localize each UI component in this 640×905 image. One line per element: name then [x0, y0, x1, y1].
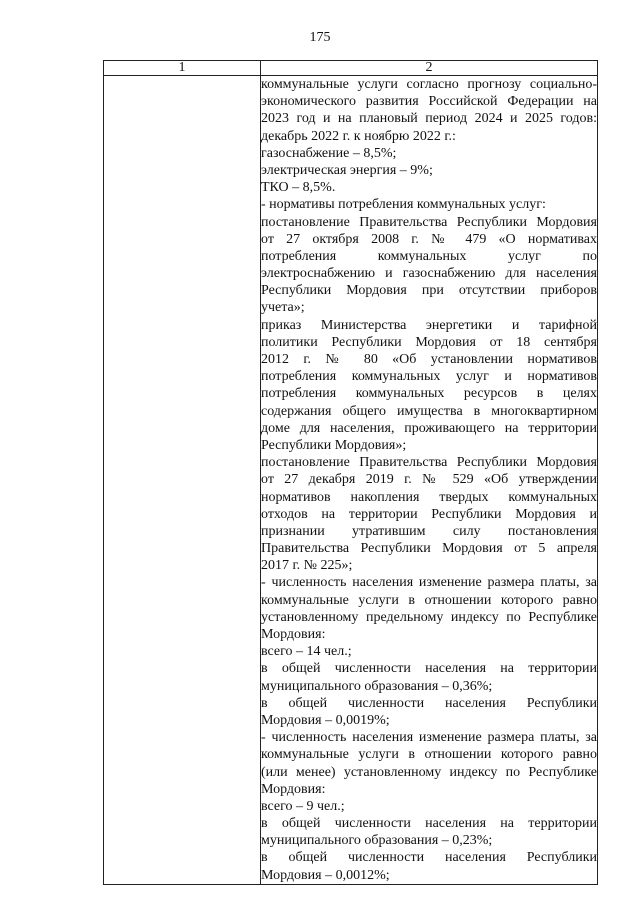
column-2-cell [261, 76, 598, 885]
text-line: Правительства Республики Мордовия от 5 апреля [261, 541, 597, 557]
text-lines [261, 76, 597, 884]
page-number: 175 [309, 30, 331, 45]
text-line: в общей численности населения на территории [261, 816, 597, 832]
text-line: муниципального образования – 0,23%; [261, 833, 493, 849]
text-line: в общей численности населения Республики [261, 850, 597, 866]
text-line: содержания общего имущества в многоквартирном [261, 403, 597, 419]
text-line: от 27 декабря 2019 г. № 529 «Об утверждении [261, 472, 597, 488]
text-line: приказ Министерства энергетики и тарифной [261, 317, 597, 333]
text-line: - нормативы потребления коммунальных услуг: [261, 197, 546, 213]
text-line: экономического развития Российской Федерации на [261, 94, 597, 110]
text-line: электроснабжению и газоснабжению для населения [261, 266, 597, 282]
text-line: потребления коммунальных услуг по [261, 248, 597, 264]
text-line: постановление Правительства Республики Мордовия [261, 214, 597, 230]
text-line: Республики Мордовия»; [261, 437, 407, 453]
text-line: 2017 г. № 225»; [261, 558, 353, 574]
text-line: потребления коммунальных услуг и нормативов [261, 369, 597, 385]
text-line: коммунальные услуги в отношении которого равно [261, 747, 597, 763]
text-line: газоснабжение – 8,5%; [261, 145, 397, 161]
text-line: Мордовия: [261, 781, 326, 797]
text-line: электрическая энергия – 9%; [261, 162, 433, 178]
text-line: доме для населения, проживающего на территории [261, 420, 597, 436]
text-line: политики Республики Мордовия от 18 сентября [261, 334, 597, 350]
text-line: в общей численности населения на территории [261, 661, 597, 677]
text-line: - численность населения изменение размера платы, за [261, 730, 597, 746]
column-1-cell [104, 76, 261, 885]
text-line: признании утратившим силу постановления [261, 523, 597, 539]
column-1-header: 1 [104, 61, 261, 76]
text-line: коммунальные услуги в отношении которого равно [261, 592, 597, 608]
text-line: 2012 г. № 80 «Об установлении нормативов [261, 352, 597, 367]
text-line: Мордовия – 0,0012%; [261, 867, 390, 883]
text-line: учета»; [261, 300, 305, 316]
text-line: декабрь 2022 г. к ноябрю 2022 г.: [261, 128, 456, 144]
text-line: отходов на территории Республики Мордовия и [261, 506, 597, 522]
text-line: установленному предельному индексу по Республике [261, 609, 597, 625]
table-header-row [104, 61, 598, 76]
text-line: Республики Мордовия при отсутствии приборов [261, 283, 597, 299]
text-line: в общей численности населения Республики [261, 695, 597, 711]
text-line: муниципального образования – 0,36%; [261, 678, 493, 694]
text-line: коммунальные услуги согласно прогнозу социально- [261, 77, 597, 92]
text-line: ТКО – 8,5%. [261, 180, 336, 196]
text-line: от 27 октября 2008 г. № 479 «О нормативах [261, 231, 597, 247]
text-line: Мордовия – 0,0019%; [261, 712, 390, 728]
table-row [104, 76, 598, 885]
text-line: постановление Правительства Республики Мордовия [261, 455, 597, 471]
document-table [103, 60, 598, 885]
text-line: (или менее) установленному индексу по Республике [261, 764, 597, 780]
text-line: всего – 9 чел.; [261, 798, 345, 814]
text-line: 2023 год и на плановый период 2024 и 2025 годов: [261, 111, 597, 127]
text-line: нормативов накопления твердых коммунальных [261, 489, 597, 505]
text-line: - численность населения изменение размера платы, за [261, 575, 597, 591]
text-line: Мордовия: [261, 627, 326, 642]
column-2-header: 2 [261, 61, 598, 76]
text-line: потребления коммунальных ресурсов в целях [261, 386, 597, 402]
text-line: всего – 14 чел.; [261, 644, 352, 660]
